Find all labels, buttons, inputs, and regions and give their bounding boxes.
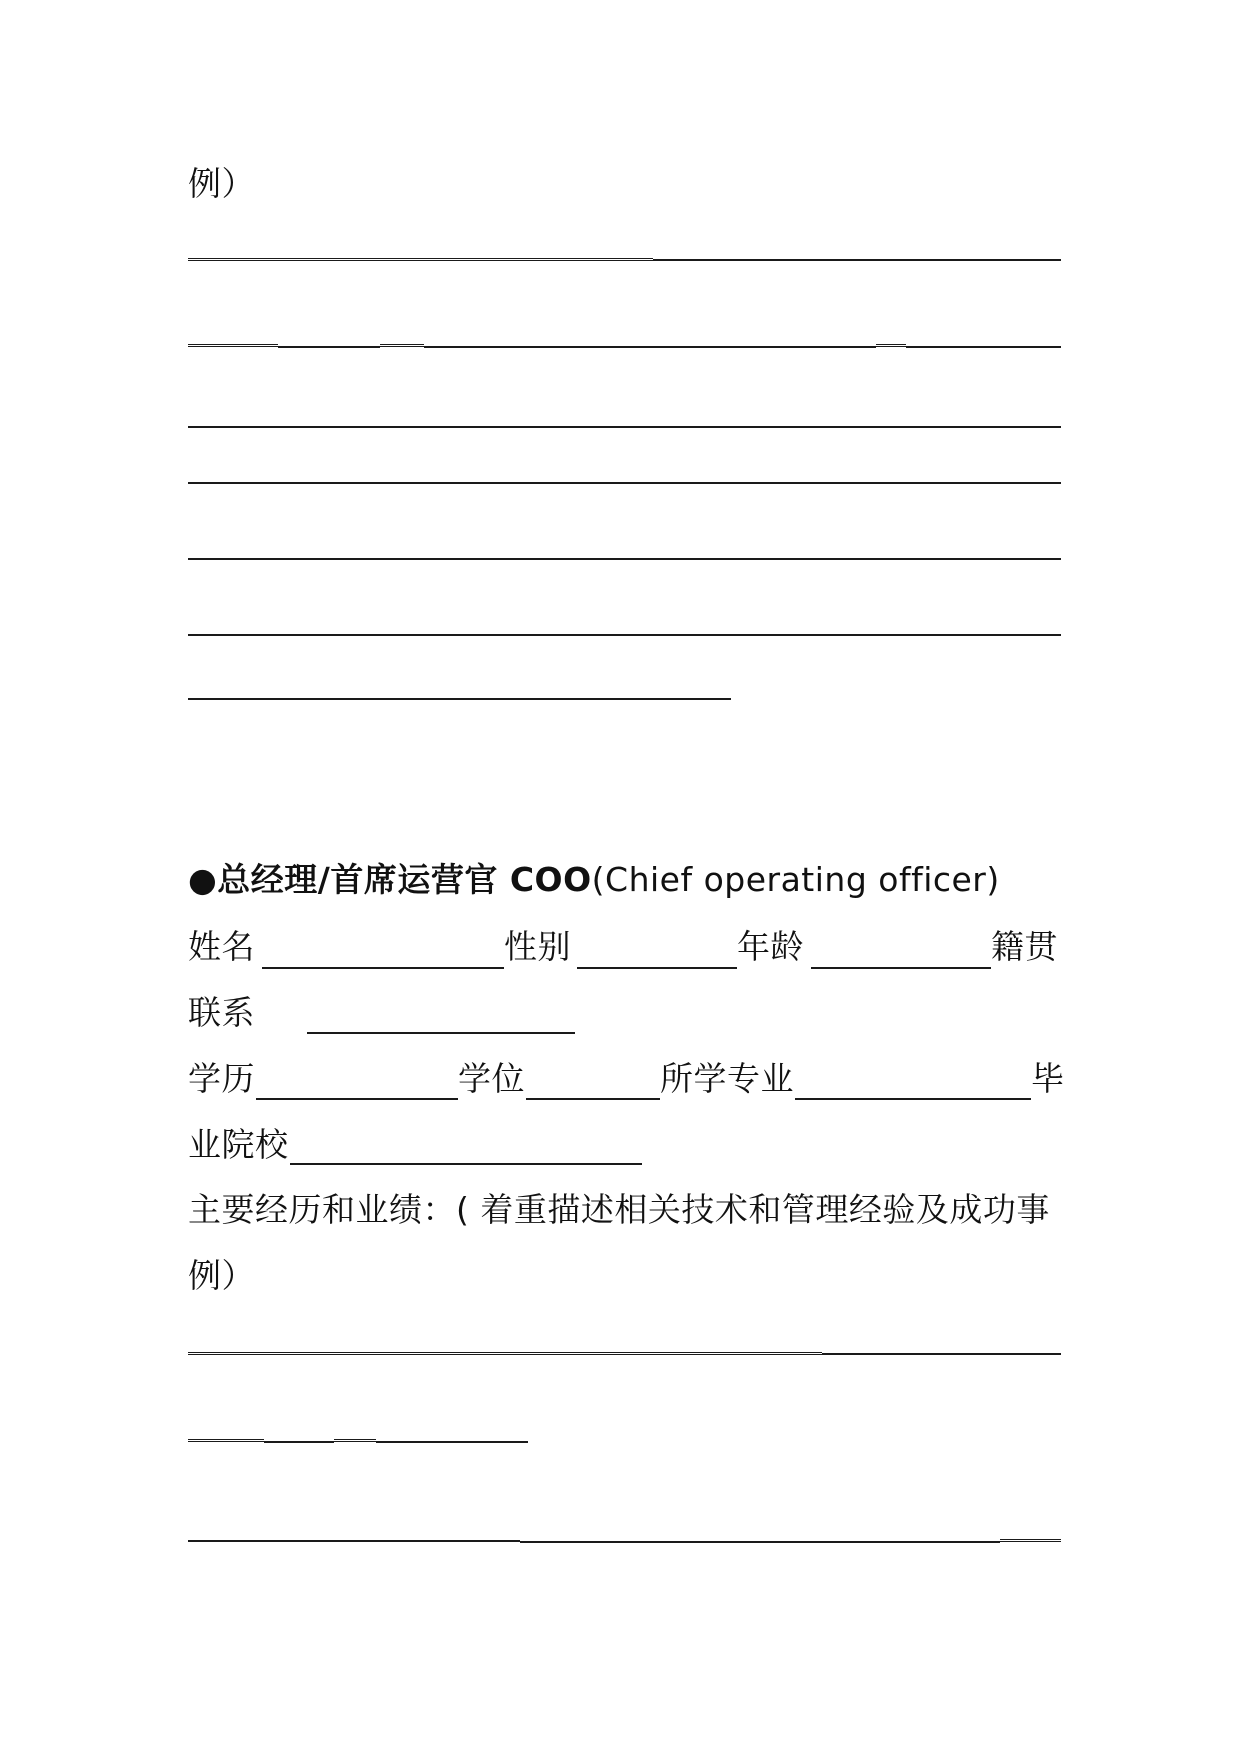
answer-line[interactable] [188, 258, 653, 261]
gender-field[interactable] [577, 967, 737, 969]
experience-line[interactable] [822, 1353, 1061, 1355]
experience-line[interactable] [264, 1441, 334, 1443]
answer-line[interactable] [653, 259, 1061, 261]
school-field[interactable] [290, 1163, 642, 1165]
label-school-part2: 业院校 [188, 1125, 289, 1164]
label-degree: 学位 [458, 1059, 525, 1098]
experience-line[interactable] [1000, 1539, 1061, 1542]
section-heading [188, 860, 1000, 900]
experience-prompt: 主要经历和业绩：( 着重描述相关技术和管理经验及成功事 [188, 1190, 1050, 1229]
bullet: ● [188, 860, 218, 899]
experience-line[interactable] [188, 1540, 520, 1542]
answer-line[interactable] [324, 558, 408, 560]
experience-line[interactable] [376, 1441, 528, 1443]
age-field[interactable] [811, 967, 991, 969]
answer-line[interactable] [812, 346, 876, 348]
answer-line[interactable] [188, 634, 1061, 636]
degree-field[interactable] [526, 1098, 660, 1100]
heading-title-bold: 总经理/首席运营官 COO [217, 860, 592, 899]
experience-line[interactable] [188, 1439, 264, 1442]
answer-line[interactable] [188, 344, 278, 347]
experience-line[interactable] [520, 1541, 1000, 1543]
answer-line[interactable] [526, 346, 812, 348]
label-native-part1: 籍贯 [991, 927, 1058, 966]
contact-field[interactable] [307, 1032, 575, 1034]
label-school-part1: 毕 [1031, 1059, 1065, 1098]
answer-line[interactable] [408, 558, 436, 560]
label-education: 学历 [188, 1059, 255, 1098]
prev-section-continuation: 例） [188, 164, 255, 203]
label-age: 年龄 [737, 927, 804, 966]
experience-line[interactable] [334, 1439, 376, 1442]
label-major: 所学专业 [660, 1059, 794, 1098]
answer-line[interactable] [188, 558, 324, 560]
answer-line[interactable] [188, 482, 1061, 484]
education-field[interactable] [256, 1098, 458, 1100]
label-native-part2: 联系 [188, 993, 255, 1032]
answer-line[interactable] [380, 344, 424, 347]
label-name: 姓名 [188, 927, 255, 966]
answer-line[interactable] [876, 344, 906, 347]
label-gender: 性别 [504, 927, 571, 966]
answer-line[interactable] [906, 346, 1061, 348]
heading-title-english: (Chief operating officer) [591, 860, 1000, 899]
answer-line[interactable] [424, 346, 526, 348]
answer-line[interactable] [188, 698, 731, 700]
major-field[interactable] [795, 1098, 1031, 1100]
answer-line[interactable] [278, 346, 380, 348]
name-field[interactable] [262, 967, 504, 969]
answer-line[interactable] [188, 426, 1061, 428]
experience-line[interactable] [188, 1352, 822, 1355]
answer-line[interactable] [436, 558, 1061, 560]
experience-prompt-continuation: 例） [188, 1256, 255, 1295]
